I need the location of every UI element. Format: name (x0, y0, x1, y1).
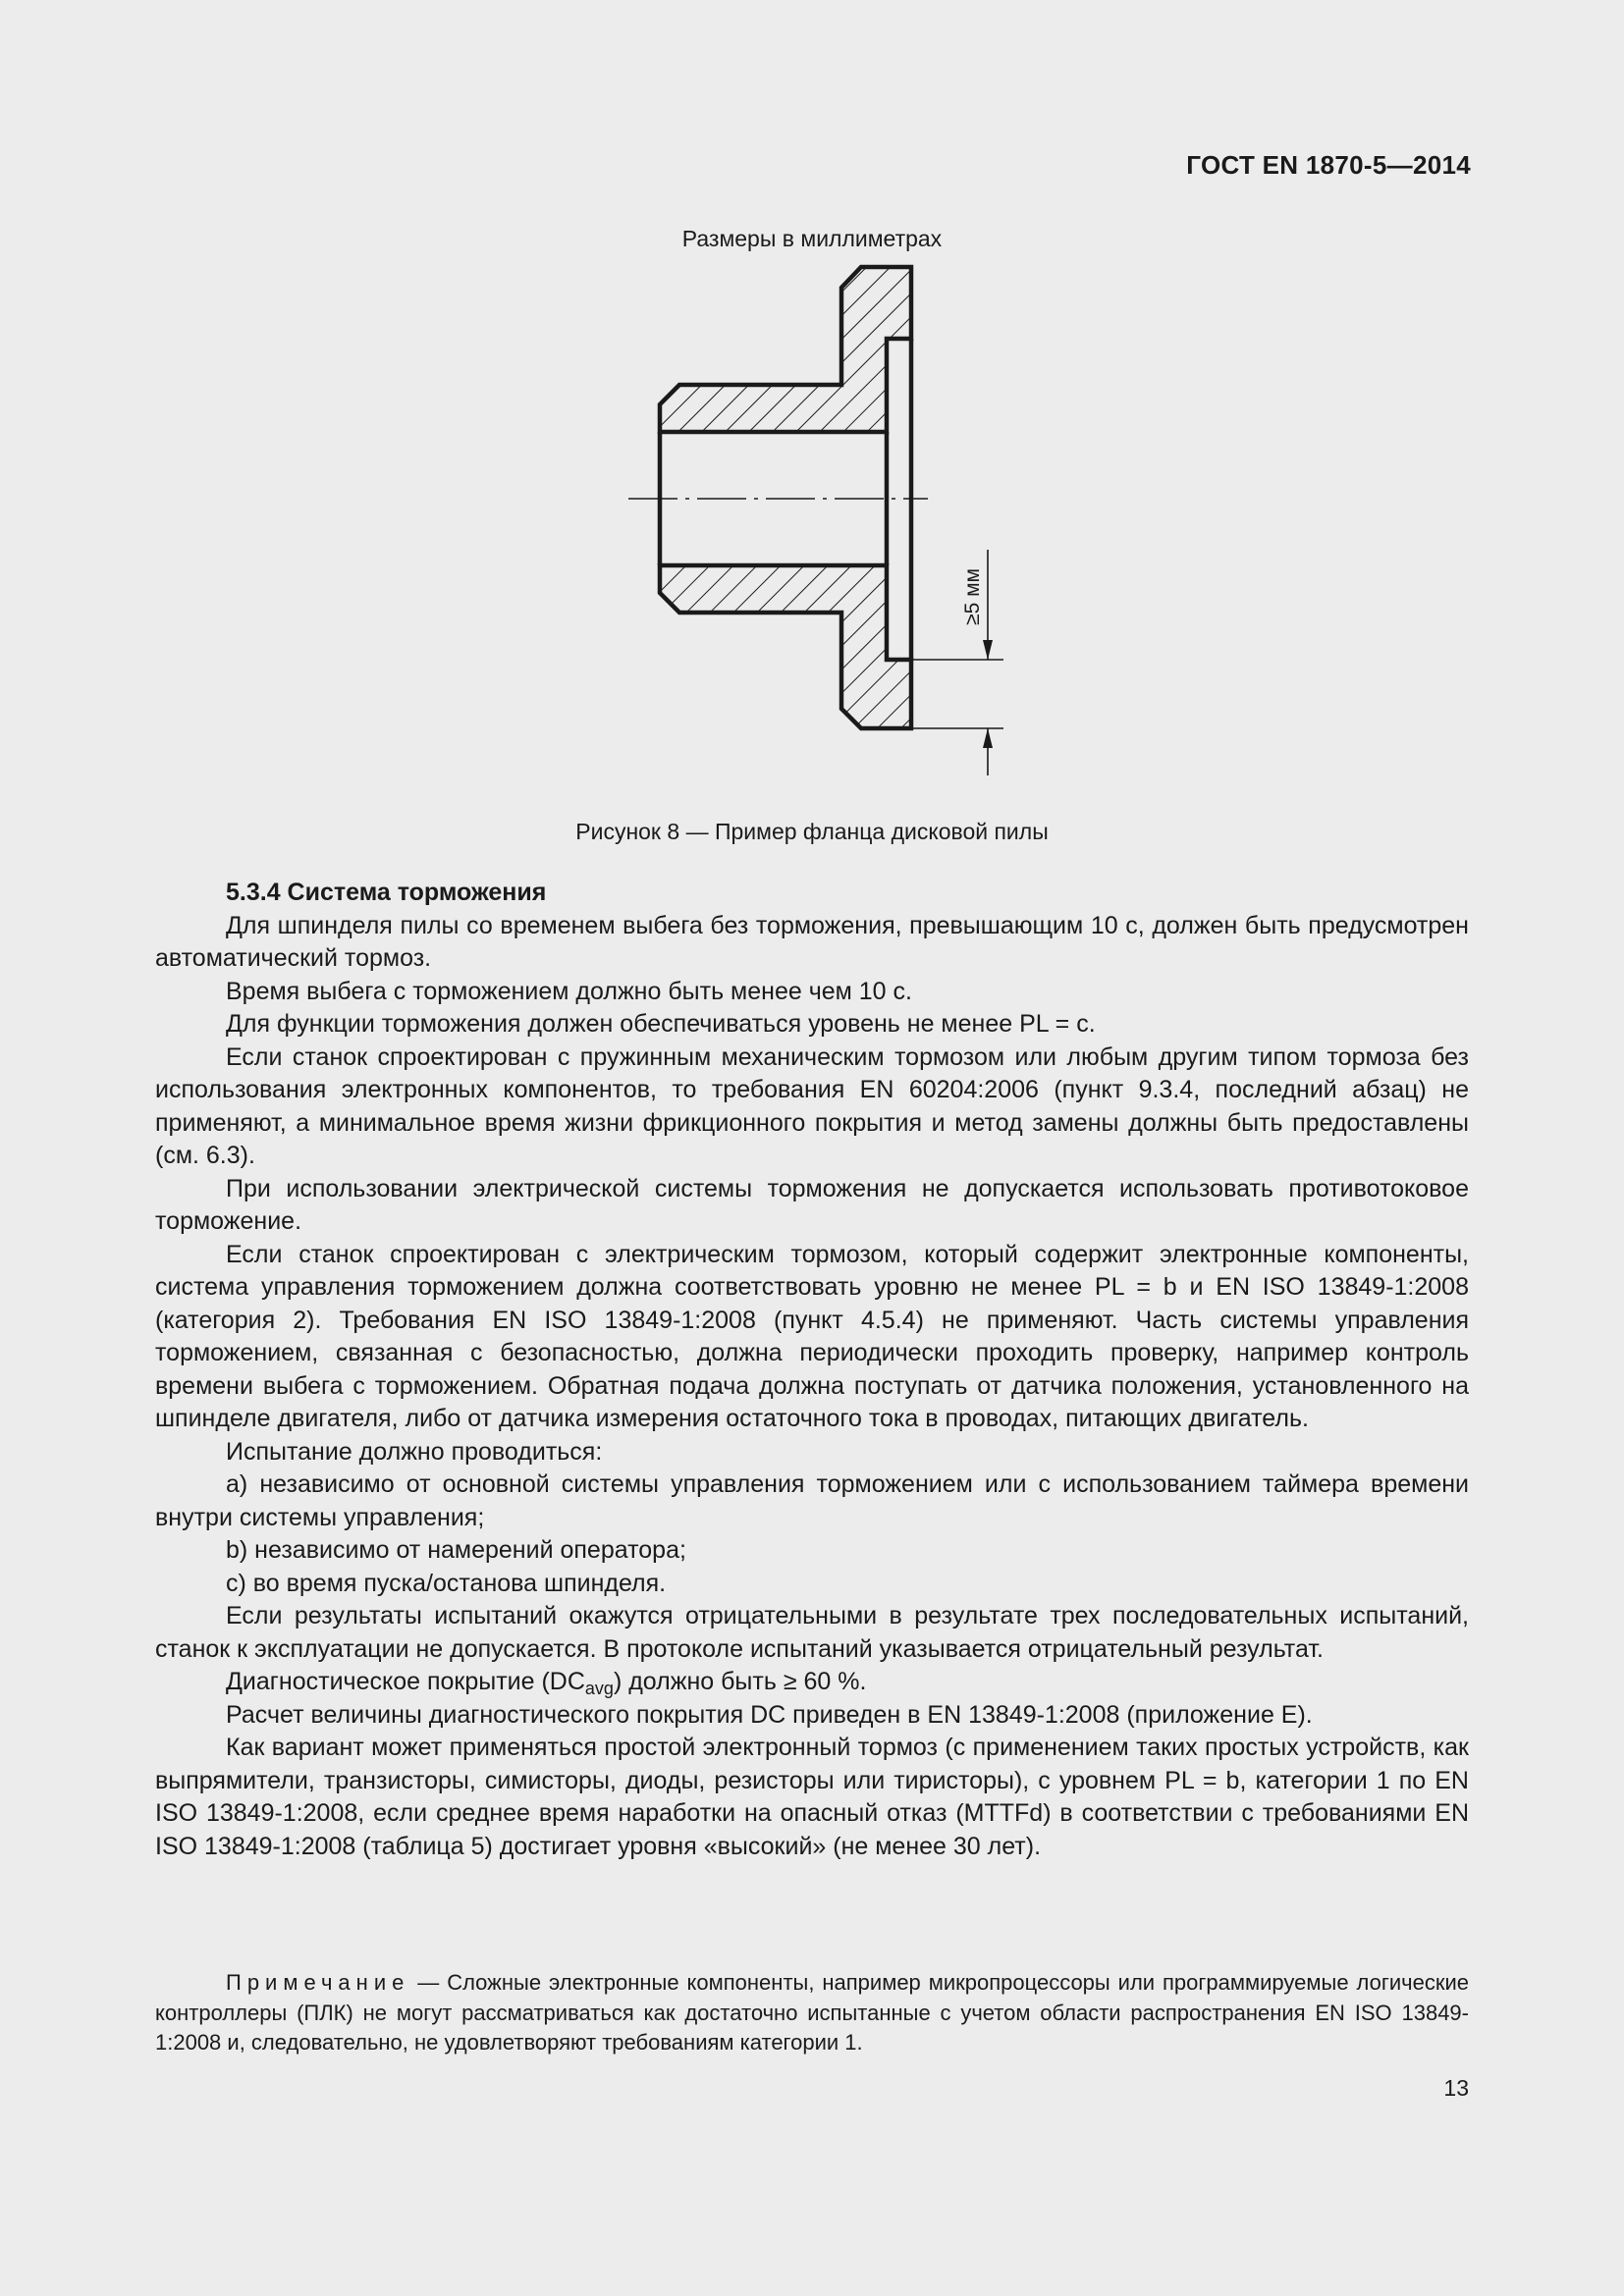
dc-text-after: ) должно быть ≥ 60 %. (613, 1668, 867, 1695)
figure-caption: Рисунок 8 — Пример фланца дисковой пилы (575, 819, 1049, 844)
list-item: b) независимо от намерений оператора; (226, 1536, 686, 1564)
dimension-arrow-down (983, 640, 993, 660)
paragraph: Время выбега с торможением должно быть менее чем 10 с. (226, 977, 912, 1005)
dc-text-before: Диагностическое покрытие (DC (226, 1668, 585, 1695)
paragraph: Как вариант может применяться простой электронный тормоз (с применением таких простых устройств, как выпрямители, транзисторы, симисторы, диоды, резисторы или тиристоры), с уровнем PL = b, категории 1 по EN ISO 13849-1:2008, если среднее время наработки на опасный отказ (MTTFd) в соответствии с требованиями EN ISO 13849-1:2008 (таблица 5) достигает уровня «высокий» (не менее 30 лет). (155, 1734, 1469, 1860)
paragraph: Если станок спроектирован с пружинным механическим тормозом или любым другим типом тормоза без использования электронных компонентов, то требования EN 60204:2006 (пункт 9.3.4, последний абзац) не применяют, а минимальное время жизни фрикционного покрытия и метод замены должны быть предоставлены (см. 6.3). (155, 1042, 1469, 1169)
paragraph: Для функции торможения должен обеспечиваться уровень не менее PL = c. (226, 1010, 1096, 1038)
section-heading: 5.3.4 Система торможения (226, 879, 547, 906)
flange-drawing (609, 257, 1021, 787)
flange-bottom-section (660, 565, 911, 728)
list-item: c) во время пуска/останова шпинделя. (226, 1569, 667, 1597)
list-item: a) независимо от основной системы управления торможением или с использованием таймера времени внутри системы управления; (155, 1470, 1469, 1531)
paragraph: При использовании электрической системы торможения не допускается использовать противотоковое торможение. (155, 1174, 1469, 1235)
flange-top-section (660, 267, 911, 432)
note-paragraph (155, 1968, 1469, 2058)
page-number: 13 (1443, 2075, 1469, 2101)
dc-subscript: avg (584, 1679, 614, 1698)
figure-units-caption: Размеры в миллиметрах (681, 226, 943, 251)
paragraph: Если станок спроектирован с электрическим тормозом, который содержит электронные компоненты, система управления торможением должна соответствовать уровню не менее PL = b и EN ISO 13849-1:2008 (категория 2). Требования EN ISO 13849-1:2008 (пункт 4.5.4) не применяют. Часть системы управления торможением, связанная с безопасностью, должна периодически проходить проверку, например контроль времени выбега с торможением. Обратная подача должна поступать от датчика положения, установленного на шпинделе двигателя, либо от датчика измерения остаточного тока в проводах, питающих двигатель. (155, 1240, 1469, 1432)
dc-paragraph (155, 1666, 1469, 1699)
paragraph: Расчет величины диагностического покрытия DC приведен в EN 13849-1:2008 (приложение E). (226, 1700, 1313, 1729)
dimension-label: ≥5 мм (961, 568, 984, 625)
note-block (155, 1968, 1469, 2058)
paragraph: Испытание должно проводиться: (226, 1437, 603, 1466)
paragraph: Для шпинделя пилы со временем выбега без торможения, превышающим 10 с, должен быть предусмотрен автоматический тормоз. (155, 911, 1469, 972)
note-label: Примечание (226, 1970, 410, 1995)
note-text: — Сложные электронные компоненты, например микропроцессоры или программируемые логические контроллеры (ПЛК) не могут рассматриваться как достаточно испытанные с учетом области распространения EN ISO 13849-1:2008 и, следовательно, не удовлетворяют требованиям категории 1. (155, 1970, 1469, 2055)
section-body (155, 877, 1469, 1863)
dimension-arrow-up (983, 728, 993, 748)
standard-header: ГОСТ EN 1870-5—2014 (1186, 150, 1471, 180)
paragraph: Если результаты испытаний окажутся отрицательными в результате трех последовательных испытаний, станок к эксплуатации не допускается. В протоколе испытаний указывается отрицательный результат. (155, 1602, 1469, 1663)
